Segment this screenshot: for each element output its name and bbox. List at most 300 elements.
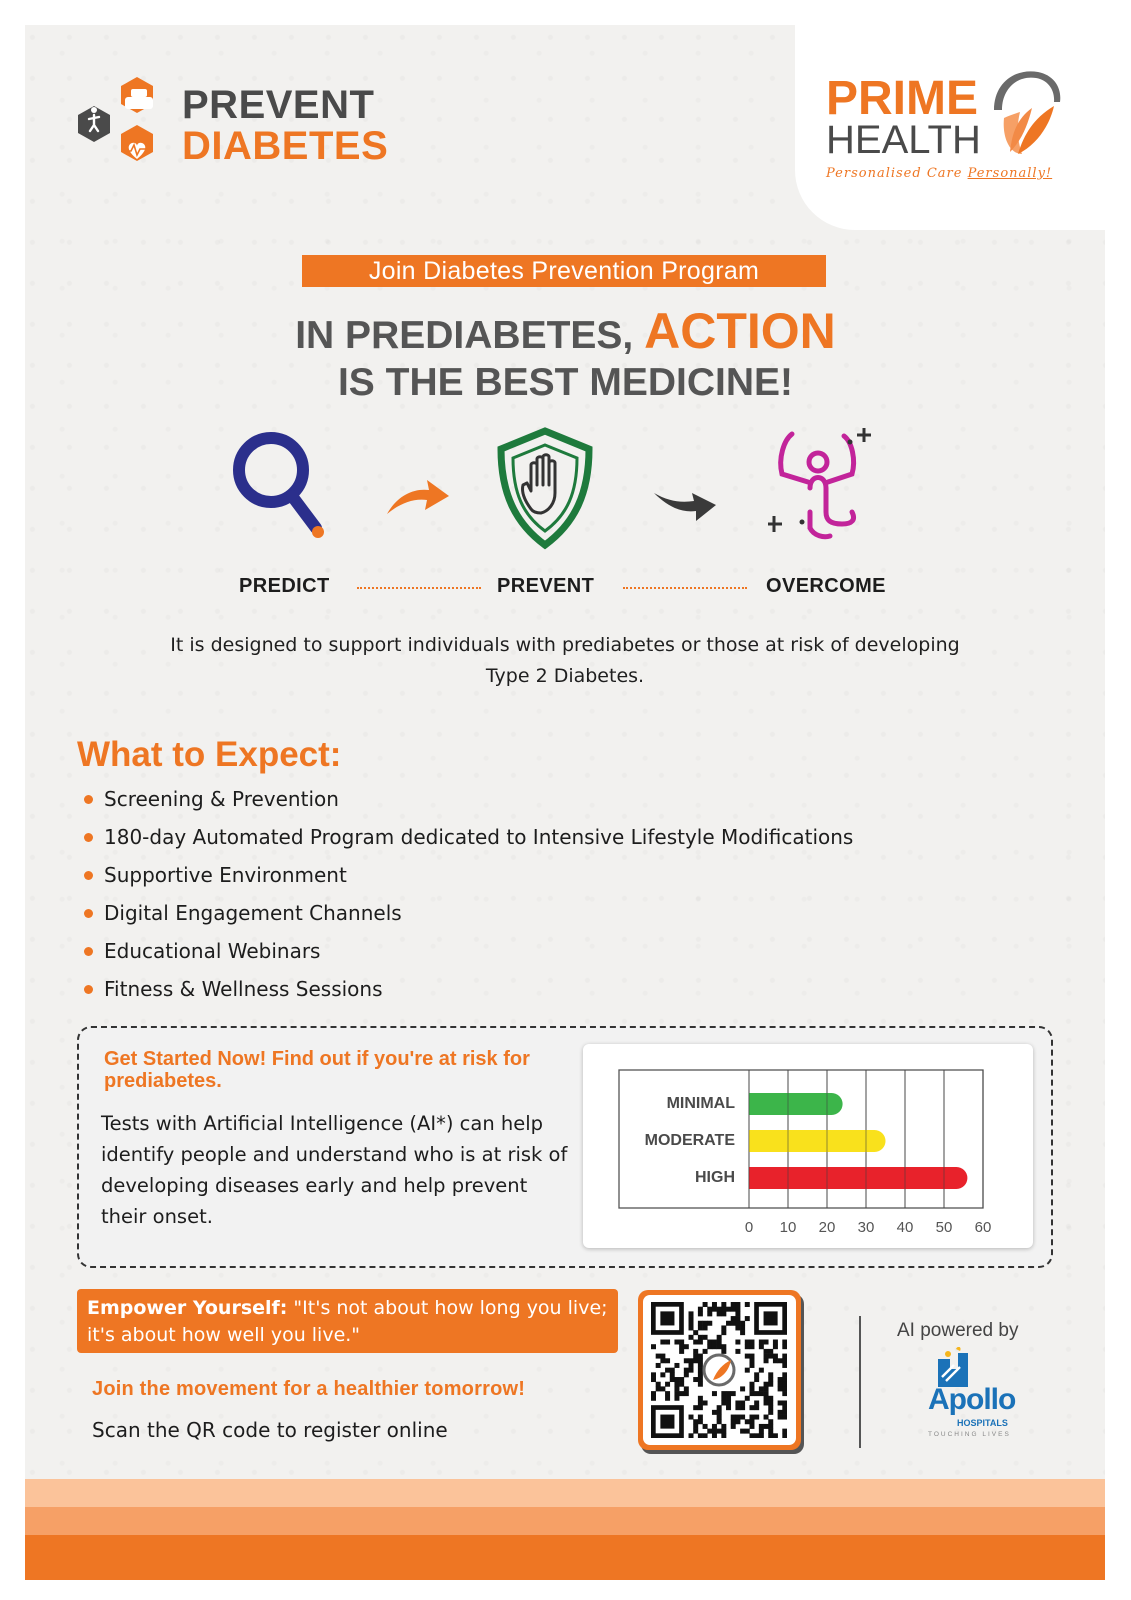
qr-module: [665, 1358, 670, 1363]
qr-module: [698, 1382, 703, 1387]
qr-module: [768, 1433, 773, 1438]
chart-bar: [749, 1093, 843, 1115]
qr-module: [759, 1340, 764, 1345]
qr-module: [735, 1316, 740, 1321]
qr-module: [731, 1391, 736, 1396]
qr-module: [754, 1377, 759, 1382]
shield-hand-icon: [493, 427, 598, 552]
qr-module: [782, 1405, 787, 1410]
qr-module: [665, 1396, 670, 1401]
prime-health-line1: PRIME: [826, 72, 979, 125]
prevent-diabetes-logo: [75, 75, 405, 175]
ai-powered-label: AI powered by: [897, 1320, 1019, 1341]
qr-module: [698, 1396, 703, 1401]
qr-module: [651, 1372, 656, 1377]
qr-module: [693, 1358, 698, 1363]
qr-module: [665, 1391, 670, 1396]
qr-module: [731, 1321, 736, 1326]
qr-module: [778, 1400, 783, 1405]
qr-module: [660, 1354, 665, 1359]
apollo-tagline: TOUCHING LIVES: [928, 1431, 1011, 1438]
qr-module: [764, 1340, 769, 1345]
qr-module: [735, 1340, 740, 1345]
step-label-overcome: OVERCOME: [766, 575, 886, 597]
qr-module: [679, 1349, 684, 1354]
qr-module: [717, 1311, 722, 1316]
qr-module: [764, 1400, 769, 1405]
chart-x-tick-label: 20: [818, 1219, 836, 1236]
chart-x-tick-label: 60: [974, 1219, 992, 1236]
program-intro: It is designed to support individuals with prediabetes or those at risk of developing Type 2 Diabetes.: [170, 634, 960, 687]
qr-module: [735, 1311, 740, 1316]
qr-module: [768, 1354, 773, 1359]
qr-module: [656, 1354, 661, 1359]
qr-module: [674, 1386, 679, 1391]
qr-module: [778, 1377, 783, 1382]
qr-module: [670, 1368, 675, 1373]
headline-line1: IN PREDIABETES, ACTION: [295, 303, 836, 359]
qr-module: [740, 1400, 745, 1405]
qr-module: [768, 1410, 773, 1415]
qr-module: [726, 1391, 731, 1396]
qr-module: [740, 1330, 745, 1335]
qr-module: [717, 1405, 722, 1410]
qr-module: [745, 1316, 750, 1321]
qr-module: [684, 1386, 689, 1391]
qr-module: [768, 1349, 773, 1354]
qr-module: [693, 1377, 698, 1382]
qr-module: [693, 1349, 698, 1354]
qr-module: [749, 1354, 754, 1359]
qr-module: [759, 1386, 764, 1391]
qr-module: [754, 1400, 759, 1405]
qr-module: [665, 1382, 670, 1387]
qr-module: [721, 1400, 726, 1405]
qr-module: [768, 1396, 773, 1401]
qr-module: [782, 1344, 787, 1349]
qr-module: [660, 1372, 665, 1377]
qr-module: [726, 1321, 731, 1326]
qr-module: [749, 1424, 754, 1429]
risk-body: Tests with Artificial Intelligence (AI*) can help identify people and understand who is at risk of developing diseases early and help prevent their onset.: [101, 1112, 568, 1228]
qr-module: [782, 1382, 787, 1387]
qr-module: [745, 1302, 750, 1307]
qr-module: [731, 1307, 736, 1312]
qr-module: [773, 1354, 778, 1359]
qr-module: [782, 1433, 787, 1438]
footer-stripe-dark: [25, 1535, 1105, 1580]
qr-module: [693, 1330, 698, 1335]
qr-module: [721, 1433, 726, 1438]
qr-module: [735, 1307, 740, 1312]
qr-module: [778, 1382, 783, 1387]
qr-module: [689, 1358, 694, 1363]
qr-module: [698, 1358, 703, 1363]
qr-module: [782, 1386, 787, 1391]
qr-module: [717, 1335, 722, 1340]
risk-chart: [583, 1044, 1033, 1248]
qr-module: [745, 1429, 750, 1434]
qr-module: [689, 1316, 694, 1321]
qr-module: [759, 1429, 764, 1434]
qr-module: [703, 1335, 708, 1340]
qr-module: [717, 1410, 722, 1415]
qr-module: [698, 1368, 703, 1373]
qr-module: [749, 1340, 754, 1345]
qr-module: [721, 1396, 726, 1401]
qr-module: [679, 1382, 684, 1387]
qr-module: [717, 1415, 722, 1420]
qr-module: [735, 1302, 740, 1307]
qr-module: [698, 1377, 703, 1382]
qr-module: [749, 1419, 754, 1424]
qr-module: [764, 1415, 769, 1420]
qr-module: [740, 1415, 745, 1420]
qr-module: [665, 1340, 670, 1345]
qr-module: [740, 1325, 745, 1330]
qr-module: [764, 1391, 769, 1396]
headline-accent: ACTION: [644, 303, 836, 359]
qr-module: [712, 1429, 717, 1434]
chart-x-tick-label: 10: [779, 1219, 797, 1236]
qr-module: [670, 1377, 675, 1382]
qr-module: [693, 1429, 698, 1434]
qr-module: [782, 1429, 787, 1434]
qr-code-frame[interactable]: [638, 1290, 801, 1450]
qr-module: [703, 1302, 708, 1307]
qr-module: [745, 1354, 750, 1359]
list-item: Educational Webinars: [82, 932, 853, 970]
qr-module: [759, 1368, 764, 1373]
qr-module: [698, 1372, 703, 1377]
qr-module: [679, 1340, 684, 1345]
qr-module: [782, 1340, 787, 1345]
qr-module: [768, 1377, 773, 1382]
qr-module: [749, 1433, 754, 1438]
list-item: Fitness & Wellness Sessions: [82, 970, 853, 1008]
qr-module: [684, 1391, 689, 1396]
qr-module: [721, 1344, 726, 1349]
qr-module: [773, 1340, 778, 1345]
list-item: Supportive Environment: [82, 856, 853, 894]
apollo-subtitle: HOSPITALS: [957, 1418, 1008, 1428]
prime-health-logo: [826, 62, 1086, 192]
qr-module: [707, 1340, 712, 1345]
qr-module: [768, 1372, 773, 1377]
step-connector: [623, 587, 747, 589]
chart-category-label: MINIMAL: [666, 1095, 735, 1112]
qr-module: [721, 1311, 726, 1316]
qr-module: [684, 1358, 689, 1363]
chart-x-tick-label: 0: [744, 1219, 754, 1236]
footer-stripe-mid: [25, 1507, 1105, 1535]
qr-module: [651, 1396, 656, 1401]
qr-module: [764, 1354, 769, 1359]
qr-module: [735, 1325, 740, 1330]
qr-module: [749, 1405, 754, 1410]
qr-module: [745, 1419, 750, 1424]
qr-module: [764, 1424, 769, 1429]
qr-module: [698, 1307, 703, 1312]
qr-module: [689, 1335, 694, 1340]
chart-bar: [749, 1130, 886, 1152]
qr-module: [768, 1382, 773, 1387]
qr-module: [707, 1311, 712, 1316]
qr-module: [707, 1429, 712, 1434]
qr-module: [698, 1415, 703, 1420]
qr-module: [674, 1377, 679, 1382]
qr-module: [698, 1400, 703, 1405]
qr-module: [735, 1419, 740, 1424]
apollo-wordmark: Apollo: [928, 1383, 1016, 1416]
qr-module: [773, 1358, 778, 1363]
qr-finder: [660, 1311, 674, 1325]
logo-line-prevent: PREVENT: [182, 83, 375, 127]
qr-module: [721, 1307, 726, 1312]
qr-module: [712, 1302, 717, 1307]
step-connector: [357, 587, 481, 589]
qr-module: [679, 1391, 684, 1396]
scan-instruction: Scan the QR code to register online: [92, 1418, 448, 1442]
qr-module: [731, 1316, 736, 1321]
qr-module: [698, 1325, 703, 1330]
qr-module: [717, 1344, 722, 1349]
qr-module: [759, 1344, 764, 1349]
list-item: Screening & Prevention: [82, 780, 853, 818]
qr-module: [679, 1344, 684, 1349]
prime-health-tagline: Personalised Care Personally!: [826, 166, 1053, 181]
qr-module: [782, 1400, 787, 1405]
qr-module: [656, 1382, 661, 1387]
qr-module: [749, 1344, 754, 1349]
qr-module: [703, 1400, 708, 1405]
qr-module: [726, 1400, 731, 1405]
qr-module: [726, 1396, 731, 1401]
qr-module: [749, 1415, 754, 1420]
qr-module: [782, 1415, 787, 1420]
qr-module: [778, 1410, 783, 1415]
qr-module: [689, 1415, 694, 1420]
celebrating-person-icon: [768, 428, 893, 553]
qr-code-icon[interactable]: [651, 1302, 787, 1438]
qr-module: [674, 1340, 679, 1345]
qr-module: [651, 1344, 656, 1349]
qr-module: [749, 1382, 754, 1387]
qr-module: [764, 1349, 769, 1354]
qr-module: [778, 1386, 783, 1391]
qr-module: [749, 1363, 754, 1368]
qr-module: [754, 1391, 759, 1396]
qr-module: [768, 1405, 773, 1410]
chart-bar-cap: [749, 1130, 761, 1152]
prime-health-swoosh-icon: [976, 62, 1066, 162]
qr-module: [721, 1302, 726, 1307]
chart-x-tick-label: 50: [935, 1219, 953, 1236]
qr-module: [698, 1311, 703, 1316]
qr-module: [731, 1419, 736, 1424]
qr-module: [703, 1325, 708, 1330]
qr-module: [773, 1433, 778, 1438]
logo-line-diabetes: DIABETES: [182, 124, 389, 168]
qr-module: [740, 1405, 745, 1410]
qr-module: [698, 1340, 703, 1345]
qr-module: [782, 1363, 787, 1368]
qr-module: [731, 1424, 736, 1429]
qr-module: [768, 1429, 773, 1434]
qr-module: [679, 1377, 684, 1382]
divider: [859, 1316, 861, 1448]
orange-arrow-icon: [383, 472, 453, 522]
qr-module: [698, 1419, 703, 1424]
step-label-prevent: PREVENT: [497, 575, 595, 597]
chart-bar: [749, 1167, 967, 1189]
expect-title: What to Expect:: [77, 735, 342, 774]
program-banner: Join Diabetes Prevention Program: [302, 255, 826, 287]
qr-module: [665, 1368, 670, 1373]
qr-module: [764, 1358, 769, 1363]
qr-module: [735, 1321, 740, 1326]
qr-module: [660, 1340, 665, 1345]
risk-heading: Get Started Now! Find out if you're at risk for prediabetes.: [104, 1048, 530, 1092]
qr-module: [707, 1307, 712, 1312]
chart-x-tick-label: 40: [896, 1219, 914, 1236]
qr-module: [778, 1358, 783, 1363]
qr-module: [707, 1344, 712, 1349]
apollo-logo: [924, 1347, 1024, 1437]
qr-module: [773, 1344, 778, 1349]
qr-module: [721, 1424, 726, 1429]
qr-module: [651, 1377, 656, 1382]
expect-list: [82, 780, 853, 1008]
qr-module: [749, 1358, 754, 1363]
chart-bar-cap: [749, 1093, 761, 1115]
qr-module: [698, 1354, 703, 1359]
risk-chart-card: [583, 1044, 1033, 1248]
qr-module: [768, 1424, 773, 1429]
qr-module: [717, 1340, 722, 1345]
qr-module: [735, 1400, 740, 1405]
hexagon-cluster-icon: [75, 75, 185, 175]
qr-module: [712, 1410, 717, 1415]
qr-module: [735, 1415, 740, 1420]
risk-box: [77, 1026, 1053, 1268]
qr-module: [698, 1363, 703, 1368]
qr-module: [740, 1386, 745, 1391]
qr-module: [749, 1386, 754, 1391]
qr-module: [693, 1405, 698, 1410]
qr-module: [703, 1424, 708, 1429]
qr-module: [712, 1307, 717, 1312]
qr-module: [782, 1372, 787, 1377]
qr-module: [764, 1386, 769, 1391]
qr-module: [712, 1433, 717, 1438]
qr-module: [721, 1391, 726, 1396]
qr-module: [782, 1377, 787, 1382]
qr-module: [693, 1354, 698, 1359]
list-item: 180-day Automated Program dedicated to Intensive Lifestyle Modifications: [82, 818, 853, 856]
qr-module: [745, 1340, 750, 1345]
qr-module: [674, 1396, 679, 1401]
qr-module: [660, 1386, 665, 1391]
qr-module: [782, 1358, 787, 1363]
join-movement-text: Join the movement for a healthier tomorrow!: [92, 1378, 526, 1400]
qr-module: [698, 1335, 703, 1340]
qr-module: [674, 1382, 679, 1387]
qr-module: [778, 1415, 783, 1420]
qr-module: [782, 1391, 787, 1396]
qr-finder: [764, 1311, 778, 1325]
qr-module: [717, 1419, 722, 1424]
qr-module: [684, 1344, 689, 1349]
qr-module: [656, 1363, 661, 1368]
qr-module: [674, 1363, 679, 1368]
qr-module: [712, 1340, 717, 1345]
qr-finder: [660, 1415, 674, 1429]
qr-module: [698, 1433, 703, 1438]
qr-module: [759, 1391, 764, 1396]
qr-module: [693, 1419, 698, 1424]
qr-module: [782, 1410, 787, 1415]
qr-module: [707, 1321, 712, 1326]
qr-module: [693, 1340, 698, 1345]
qr-module: [745, 1344, 750, 1349]
qr-module: [689, 1325, 694, 1330]
footer-stripe-light: [25, 1479, 1105, 1507]
qr-module: [782, 1354, 787, 1359]
qr-module: [745, 1396, 750, 1401]
qr-module: [768, 1419, 773, 1424]
qr-module: [689, 1363, 694, 1368]
qr-module: [768, 1400, 773, 1405]
qr-module: [721, 1429, 726, 1434]
qr-module: [703, 1349, 708, 1354]
qr-module: [651, 1391, 656, 1396]
qr-module: [712, 1344, 717, 1349]
qr-module: [689, 1368, 694, 1373]
qr-module: [740, 1321, 745, 1326]
qr-module: [745, 1368, 750, 1373]
magnifier-icon: [228, 428, 333, 543]
qr-module: [698, 1321, 703, 1326]
chart-x-tick-label: 30: [857, 1219, 875, 1236]
qr-module: [717, 1307, 722, 1312]
qr-module: [693, 1424, 698, 1429]
qr-module: [689, 1311, 694, 1316]
qr-module: [656, 1386, 661, 1391]
headline-line2: IS THE BEST MEDICINE!: [337, 361, 794, 404]
qr-module: [731, 1302, 736, 1307]
qr-module: [670, 1372, 675, 1377]
dark-arrow-icon: [650, 485, 720, 530]
qr-module: [703, 1433, 708, 1438]
qr-module: [735, 1349, 740, 1354]
qr-module: [703, 1321, 708, 1326]
qr-module: [721, 1325, 726, 1330]
qr-module: [754, 1405, 759, 1410]
qr-module: [721, 1349, 726, 1354]
qr-module: [721, 1330, 726, 1335]
qr-module: [764, 1382, 769, 1387]
qr-module: [717, 1429, 722, 1434]
qr-module: [754, 1372, 759, 1377]
qr-module: [684, 1368, 689, 1373]
qr-module: [764, 1396, 769, 1401]
prime-health-line2: HEALTH: [826, 118, 981, 162]
qr-module: [712, 1391, 717, 1396]
qr-module: [735, 1405, 740, 1410]
step-label-predict: PREDICT: [239, 575, 330, 597]
chart-bar-cap: [749, 1167, 761, 1189]
